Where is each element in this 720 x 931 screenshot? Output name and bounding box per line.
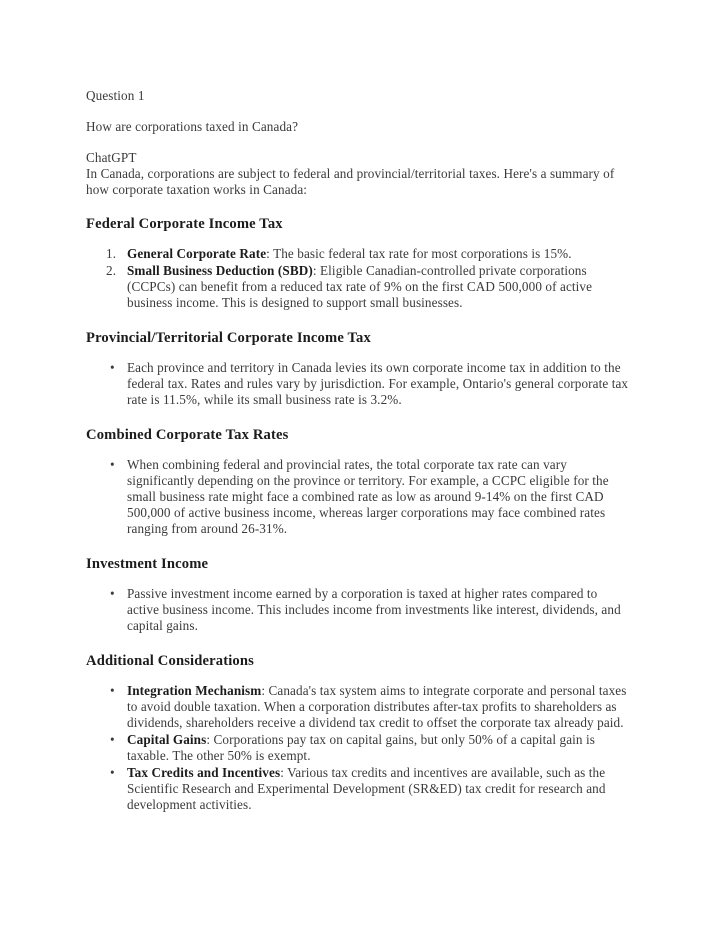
list-item	[86, 457, 632, 537]
document-body	[86, 88, 632, 831]
section-heading: Investment Income	[86, 556, 209, 572]
list-number-marker: 1.	[106, 246, 117, 261]
list-item-lead: Tax Credits and Incentives	[127, 765, 281, 780]
question-label: Question 1	[86, 88, 145, 103]
list-item-text: : Corporations pay tax on capital gains, but only 50% of a capital gain is taxable. The other 50% is exempt.	[127, 732, 595, 763]
list-item-lead: Integration Mechanism	[127, 683, 262, 698]
list-item	[86, 732, 632, 764]
sections-container	[86, 215, 632, 813]
bullet-marker-icon: •	[110, 586, 115, 601]
list-item-text: : The basic federal tax rate for most corporations is 15%.	[266, 246, 572, 261]
list-item-text: When combining federal and provincial rates, the total corporate tax rate can vary significantly depending on the province or territory. For example, a CCPC eligible for the small business rate might face a combined rate as low as around 9-14% on the first CAD 500,000 of active business income, whereas larger corporations may face combined rates ranging from around 26-31%.	[127, 457, 609, 536]
bullet-marker-icon: •	[110, 683, 115, 698]
ordered-list	[86, 246, 632, 311]
list-item-lead: Small Business Deduction (SBD)	[127, 263, 313, 278]
section-heading: Additional Considerations	[86, 653, 254, 669]
bulleted-list	[86, 457, 632, 537]
bulleted-list	[86, 683, 632, 813]
list-item-text: Passive investment income earned by a corporation is taxed at higher rates compared to active business income. This includes income from investments like interest, dividends, and capital gains.	[127, 586, 621, 633]
question-text: How are corporations taxed in Canada?	[86, 119, 299, 134]
list-item	[86, 683, 632, 731]
list-item-text: : Canada's tax system aims to integrate corporate and personal taxes to avoid double taxation. When a corporation distributes after-tax profits to shareholders as dividends, shareholders receive a dividend tax credit to offset the corporate tax already paid.	[127, 683, 627, 730]
document-section	[86, 652, 632, 813]
bullet-marker-icon: •	[110, 457, 115, 472]
section-heading: Combined Corporate Tax Rates	[86, 427, 289, 443]
answer-intro: In Canada, corporations are subject to federal and provincial/territorial taxes. Here's a summary of how corporate taxation works in Canada:	[86, 166, 615, 197]
list-item-lead: Capital Gains	[127, 732, 207, 747]
responder-label: ChatGPT	[86, 150, 137, 165]
list-item-text: : Eligible Canadian-controlled private corporations (CCPCs) can benefit from a reduced tax rate of 9% on the first CAD 500,000 of active business income. This is designed to support small businesses.	[127, 263, 593, 310]
document-section	[86, 426, 632, 537]
list-item	[86, 765, 632, 813]
list-item-text: Each province and territory in Canada levies its own corporate income tax in addition to the federal tax. Rates and rules vary by jurisdiction. For example, Ontario's general corporate tax rate is 11.5%, while its small business rate is 3.2%.	[127, 360, 629, 407]
list-item	[86, 360, 632, 408]
document-section	[86, 555, 632, 634]
list-item	[86, 586, 632, 634]
list-item-lead: General Corporate Rate	[127, 246, 267, 261]
bulleted-list	[86, 360, 632, 408]
list-item	[86, 246, 632, 262]
list-item-text: : Various tax credits and incentives are available, such as the Scientific Research and Experimental Development (SR&ED) tax credit for research and development activities.	[127, 765, 606, 812]
section-heading: Provincial/Territorial Corporate Income Tax	[86, 330, 371, 346]
bulleted-list	[86, 586, 632, 634]
list-item	[86, 263, 632, 311]
bullet-marker-icon: •	[110, 732, 115, 747]
document-section	[86, 215, 632, 311]
document-section	[86, 329, 632, 408]
section-heading: Federal Corporate Income Tax	[86, 216, 283, 232]
bullet-marker-icon: •	[110, 765, 115, 780]
bullet-marker-icon: •	[110, 360, 115, 375]
list-number-marker: 2.	[106, 263, 117, 278]
